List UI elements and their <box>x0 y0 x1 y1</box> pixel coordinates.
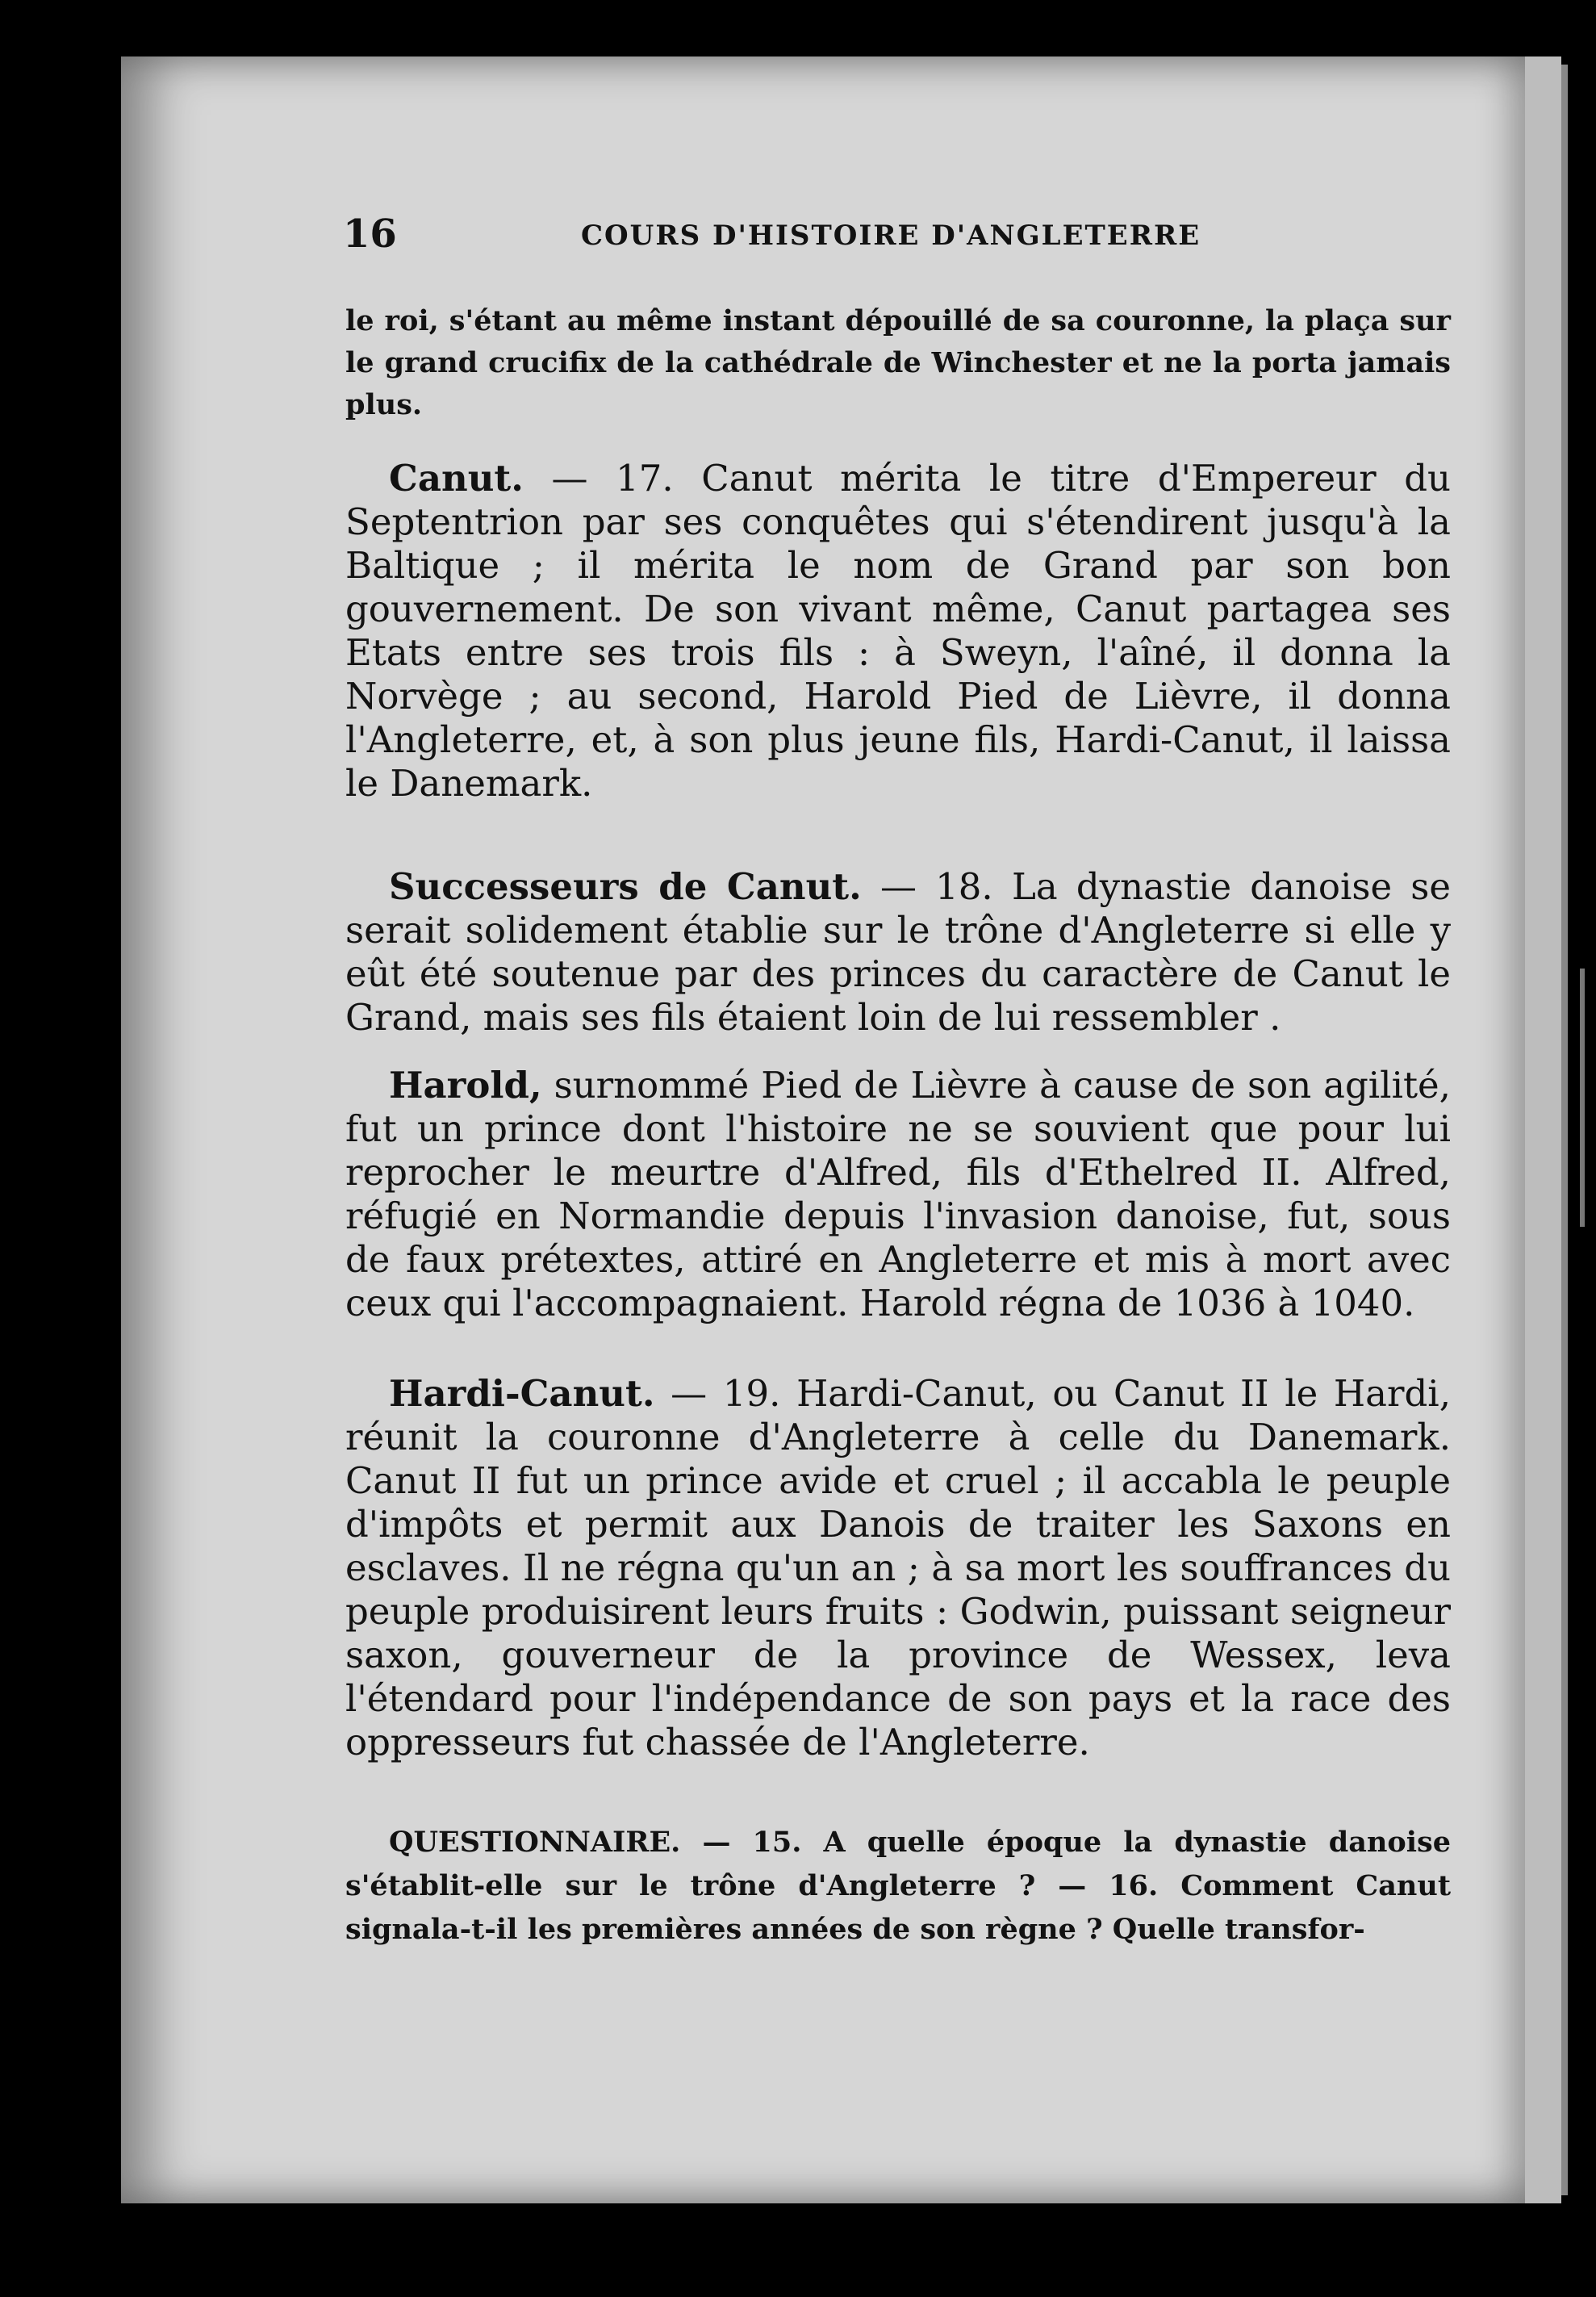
section-text: Hardi-Canut, ou Canut II le Hardi, réunit la couronne d'Angleterre à celle du Danemark. Canut II fut un prince avide et cruel ; il accabla le peuple d'impôts et permit aux Danois de traiter les Saxons en esclaves. Il ne régna qu'un an ; à sa mort les souffrances du peuple produisirent leurs fruits : Godwin, puissant seigneur saxon, gouverneur de la province de Wessex, leva l'étendard pour l'indépendance de son pays et la race des oppresseurs fut chassée de l'Angleterre. <box>345 1372 1451 1764</box>
section-number: — 18. <box>879 865 993 908</box>
intro-text: le roi, s'étant au même instant dépouillé de sa couronne, la plaça sur le grand crucifix de la cathédrale de Winchester et ne la porta jamais plus. <box>345 304 1451 421</box>
section-heading: Hardi-Canut. <box>389 1372 655 1415</box>
page-edge-line <box>1561 65 1568 2195</box>
questionnaire-heading: QUESTIONNAIRE. <box>389 1826 681 1859</box>
section-hardicanut <box>345 1372 1451 1764</box>
section-text: La dynastie danoise se serait solidement établie sur le trône d'Angleterre si elle y eût été soutenue par des princes du caractère de Canut le Grand, mais ses fils étaient loin de lui ressembler . <box>345 865 1452 1039</box>
section-harold <box>345 1064 1451 1325</box>
section-heading: Canut. <box>389 457 524 500</box>
section-text: surnommé Pied de Lièvre à cause de son agilité, fut un prince dont l'histoire ne se souvient que pour lui reprocher le meurtre d'Alfred, fils d'Ethelred II. Alfred, réfugié en Normandie depuis l'invasion danoise, fut, sous de faux prétextes, attiré en Angleterre et mis à mort avec ceux qui l'accompagnaient. Harold régna de 1036 à 1040. <box>345 1064 1451 1324</box>
section-text: Canut mérita le titre d'Empereur du Septentrion par ses conquêtes qui s'étendirent jusqu'à la Baltique ; il mérita le nom de Grand par son bon gouvernement. De son vivant même, Canut partagea ses Etats entre ses trois fils : à Sweyn, l'aîné, il donna la Norvège ; au second, Harold Pied de Lièvre, il donna l'Angleterre, et, à son plus jeune fils, Hardi-Canut, il laissa le Danemark. <box>345 457 1451 805</box>
section-number: — 19. <box>671 1372 781 1415</box>
questionnaire <box>345 1821 1451 1952</box>
questionnaire-text: — 15. A quelle époque la dynastie danoise s'établit-elle sur le trône d'Angleterre ? — 16. Comment Canut signala-t-il les premières années de son règne ? Quelle transfor- <box>345 1826 1451 1946</box>
section-heading: Successeurs de Canut. <box>389 865 862 908</box>
running-title: COURS D'HISTOIRE D'ANGLETERRE <box>581 220 1201 252</box>
section-canut <box>345 457 1451 805</box>
section-successeurs <box>345 865 1451 1040</box>
intro-paragraph <box>345 300 1451 426</box>
page-number: 16 <box>343 211 397 257</box>
page-edge <box>1525 56 1561 2203</box>
section-heading: Harold, <box>389 1064 542 1107</box>
section-number: — 17. <box>551 457 674 500</box>
page-edge-mark <box>1580 969 1585 1227</box>
